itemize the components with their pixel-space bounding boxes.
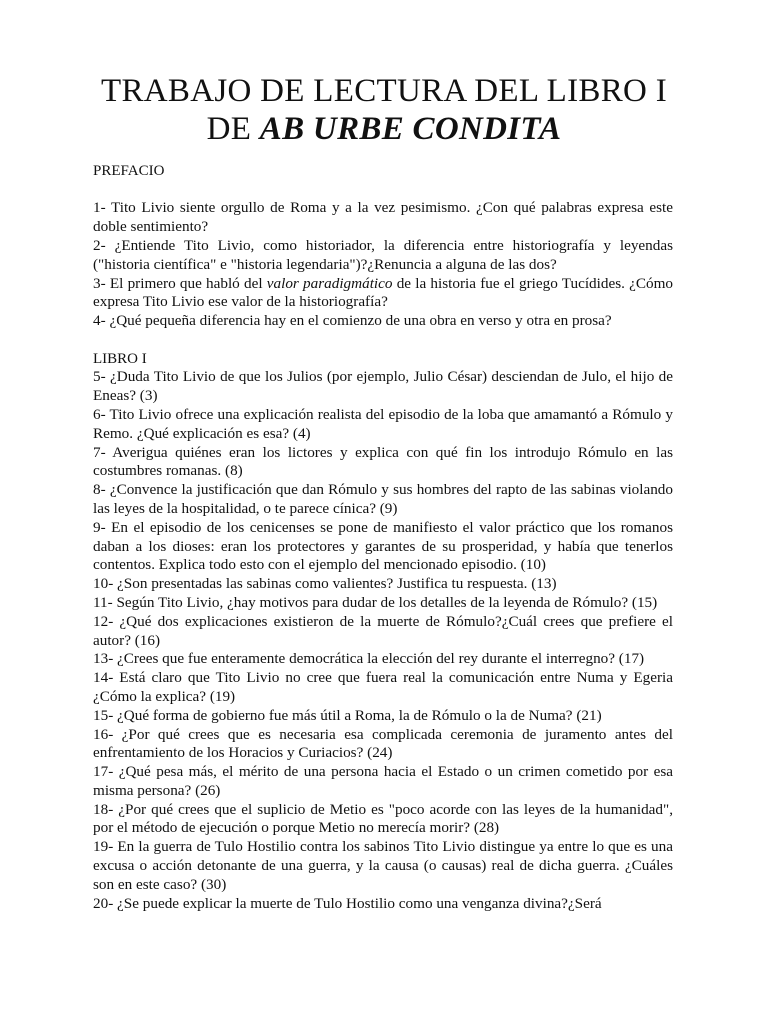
document-title: [60, 72, 708, 148]
question-18: 18- ¿Por qué crees que el suplicio de Metio es "poco acorde con las leyes de la humanidad", por el método de ejecución o porque Metio no merecía morir? (28): [93, 800, 673, 837]
question-7: 7- Averigua quiénes eran los lictores y explica con qué fin los introdujo Rómulo en las costumbres romanas. (8): [93, 443, 673, 480]
section-heading-prefacio: PREFACIO: [93, 163, 165, 179]
question-17: 17- ¿Qué pesa más, el mérito de una persona hacia el Estado o un crimen cometido por esa misma persona? (26): [93, 763, 673, 799]
question-2: 2- ¿Entiende Tito Livio, como historiador, la diferencia entre historiografía y leyendas ("historia científica" e "historia legendaria")?¿Renuncia a alguna de las dos?: [93, 236, 673, 273]
question-9: 9- En el episodio de los cenicenses se pone de manifiesto el valor práctico que los romanos daban a los dioses: eran los protectores y garantes de su prosperidad, y había que tenerlos contentos. Explica todo esto con el ejemplo del mencionado episodio. (10): [93, 518, 673, 574]
title-italic-work: AB URBE CONDITA: [259, 111, 562, 147]
question-3-after: de la historia fue el griego Tucídides. ¿Cómo expresa Tito Livio ese valor de la historiografía?: [93, 274, 673, 311]
question-19: 19- En la guerra de Tulo Hostilio contra los sabinos Tito Livio distingue ya entre lo que es una excusa o acción detonante de una guerra, y la causa (o causas) real de dicha guerra. ¿Cuáles son en este caso? (30): [93, 838, 673, 893]
question-15: 15- ¿Qué forma de gobierno fue más útil a Roma, la de Rómulo o la de Numa? (21): [93, 706, 602, 724]
question-5: 5- ¿Duda Tito Livio de que los Julios (por ejemplo, Julio César) desciendan de Julo, el hijo de Eneas? (3): [93, 368, 673, 405]
question-20: 20- ¿Se puede explicar la muerte de Tulo Hostilio como una venganza divina?¿Será: [93, 894, 602, 912]
question-3-italic: valor paradigmático: [266, 274, 393, 292]
title-line-2: [60, 110, 708, 148]
spacer: [93, 331, 673, 350]
title-line-1: TRABAJO DE LECTURA DEL LIBRO I: [100, 73, 667, 109]
document-body: [93, 162, 673, 913]
question-1: 1- Tito Livio siente orgullo de Roma y a la vez pesimismo. ¿Con qué palabras expresa este doble sentimiento?: [93, 199, 673, 236]
question-11: 11- Según Tito Livio, ¿hay motivos para dudar de los detalles de la leyenda de Rómulo? (15): [93, 593, 658, 611]
question-14: 14- Está claro que Tito Livio no cree que fuera real la comunicación entre Numa y Egeria ¿Cómo la explica? (19): [93, 669, 673, 705]
spacer: [93, 181, 673, 200]
question-16: 16- ¿Por qué crees que es necesaria esa complicada ceremonia de juramento antes del enfrentamiento de los Horacios y Curiacios? (24): [93, 725, 673, 762]
section-heading-libro-i: LIBRO I: [93, 350, 147, 367]
question-3-before: 3- El primero que habló del: [93, 274, 267, 292]
question-6: 6- Tito Livio ofrece una explicación realista del episodio de la loba que amamantó a Rómulo y Remo. ¿Qué explicación es esa? (4): [93, 405, 673, 442]
question-13: 13- ¿Crees que fue enteramente democrática la elección del rey durante el interregno? (17): [93, 650, 645, 668]
title-line-2-prefix: DE: [206, 111, 260, 147]
question-4: 4- ¿Qué pequeña diferencia hay en el comienzo de una obra en verso y otra en prosa?: [93, 312, 612, 330]
question-3: [93, 275, 673, 313]
question-12: 12- ¿Qué dos explicaciones existieron de la muerte de Rómulo?¿Cuál crees que prefiere el autor? (16): [93, 612, 673, 649]
question-10: 10- ¿Son presentadas las sabinas como valientes? Justifica tu respuesta. (13): [93, 575, 557, 593]
question-8: 8- ¿Convence la justificación que dan Rómulo y sus hombres del rapto de las sabinas violando las leyes de la hospitalidad, o te parece cínica? (9): [93, 481, 673, 517]
